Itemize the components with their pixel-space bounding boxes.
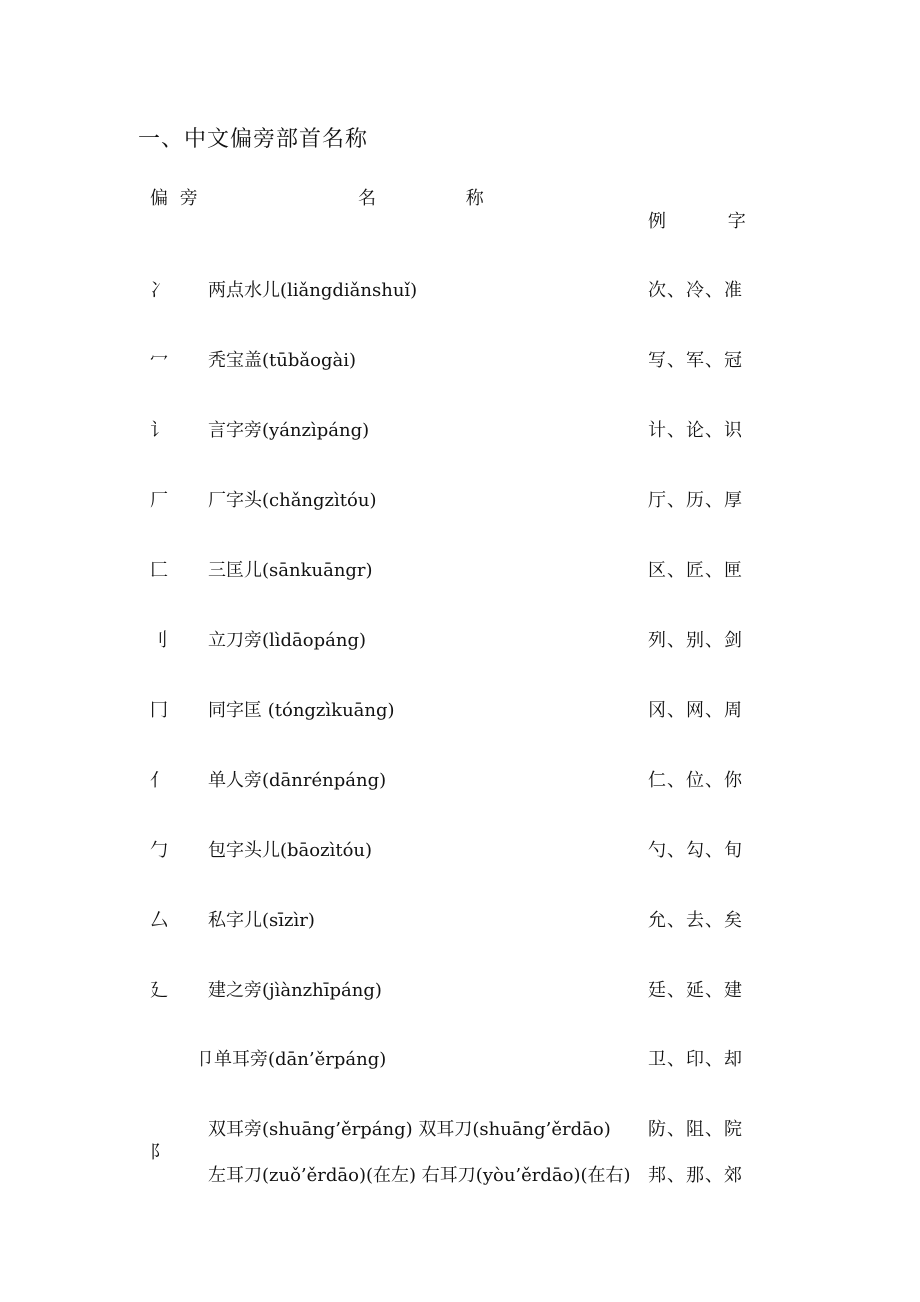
radical-name-cell: 私字儿(sīzìr): [208, 910, 315, 931]
example-chars-cell: 廷、延、建: [648, 980, 743, 1001]
column-header-example: 例 字: [648, 211, 774, 232]
radical-name-cell: 同字匡 (tóngzìkuāng): [208, 700, 395, 721]
radical-name-cell: 言字旁(yánzìpáng): [208, 420, 370, 441]
example-chars-cell: 冈、网、周: [648, 700, 743, 721]
radical-name-cell: 建之旁(jìànzhīpáng): [208, 980, 382, 1001]
radical-name-cell: 包字头儿(bāozìtóu): [208, 840, 373, 861]
radical-cell: 匚: [150, 560, 168, 581]
radical-name-cell: 左耳刀(zuǒ’ěrdāo)(在左) 右耳刀(yòu’ěrdāo)(在右): [208, 1165, 631, 1186]
example-chars-cell: 邦、那、郊: [648, 1165, 743, 1186]
radical-name-cell: 双耳旁(shuāng’ěrpáng) 双耳刀(shuāng’ěrdāo): [208, 1119, 611, 1140]
radical-cell: 阝: [150, 1142, 168, 1163]
radical-cell: 厂: [150, 490, 168, 511]
radical-name-cell: 厂字头(chǎngzìtóu): [208, 490, 377, 511]
example-chars-cell: 列、别、剑: [648, 630, 743, 651]
radical-cell: 廴: [150, 980, 168, 1001]
example-chars-cell: 区、匠、匣: [648, 560, 743, 581]
radical-cell: 勹: [150, 840, 168, 861]
example-chars-cell: 写、军、冠: [648, 350, 743, 371]
radical-cell: 刂: [150, 630, 168, 651]
radical-cell: 讠: [150, 420, 168, 441]
example-chars-cell: 允、去、矣: [648, 910, 743, 931]
example-chars-cell: 卫、印、却: [648, 1049, 743, 1070]
radical-name-cell: 单人旁(dānrénpáng): [208, 770, 387, 791]
radical-cell: 冖: [150, 350, 168, 371]
example-chars-cell: 次、冷、准: [648, 280, 743, 301]
radical-cell: 冫: [150, 280, 168, 301]
example-chars-cell: 计、论、识: [648, 420, 743, 441]
radical-name-cell: 三匡儿(sānkuāngr): [208, 560, 373, 581]
radical-name-cell: 卩单耳旁(dān’ěrpáng): [196, 1049, 387, 1070]
example-chars-cell: 勺、勾、旬: [648, 840, 743, 861]
example-chars-cell: 仁、位、你: [648, 770, 743, 791]
radical-name-cell: 立刀旁(lìdāopáng): [208, 630, 367, 651]
page-title: 一、中文偏旁部首名称: [138, 127, 369, 152]
example-chars-cell: 厅、历、厚: [648, 490, 743, 511]
column-header-name: 名 称: [358, 188, 526, 209]
radical-cell: 冂: [150, 700, 168, 721]
column-header-radical: 偏 旁: [150, 188, 201, 209]
example-chars-cell: 防、阻、院: [648, 1119, 743, 1140]
radical-cell: 厶: [150, 910, 168, 931]
radical-name-cell: 两点水儿(liǎngdiǎnshuǐ): [208, 280, 418, 301]
radical-cell: 亻: [150, 770, 168, 791]
radical-name-cell: 秃宝盖(tūbǎogài): [208, 350, 356, 371]
